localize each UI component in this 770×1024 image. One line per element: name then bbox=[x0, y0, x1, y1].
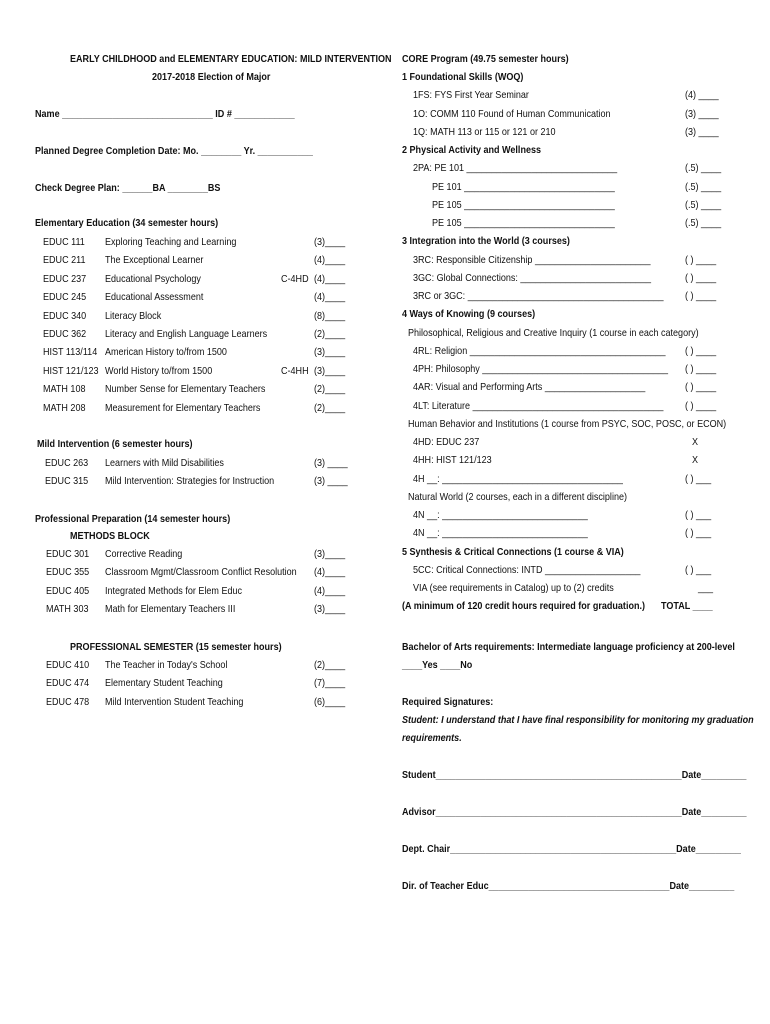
core-line: 4 Ways of Knowing (9 courses) bbox=[402, 308, 536, 321]
elementary-course-title: Literacy and English Language Learners bbox=[105, 328, 268, 340]
core-line: 4N __: _____________________________ bbox=[413, 509, 588, 521]
elementary-course-title: Literacy Block bbox=[105, 309, 162, 322]
elementary-course-code: EDUC 340 bbox=[43, 309, 87, 322]
core-line: 5 Synthesis & Critical Connections (1 course & VIA) bbox=[402, 545, 624, 558]
core-credit-field[interactable]: (.5) ____ bbox=[685, 180, 722, 193]
core-line: 4AR: Visual and Performing Arts ____________________ bbox=[413, 381, 646, 394]
director-signature-line[interactable]: Dir. of Teacher Educ____________________________________Date_________ bbox=[402, 880, 735, 892]
core-credit-field[interactable]: (.5) ____ bbox=[685, 198, 722, 211]
semester-course-title: Elementary Student Teaching bbox=[105, 677, 223, 690]
elementary-credit-field[interactable]: (3)____ bbox=[314, 346, 346, 359]
core-credit-field[interactable]: X bbox=[692, 436, 699, 448]
core-line: PE 105 ______________________________ bbox=[432, 217, 615, 229]
elementary-course-code: HIST 121/123 bbox=[43, 364, 99, 377]
mild-course-title: Learners with Mild Disabilities bbox=[105, 457, 224, 469]
core-line: 3GC: Global Connections: __________________________ bbox=[413, 271, 651, 284]
mild-course-code: EDUC 263 bbox=[45, 457, 89, 469]
core-credit-field[interactable]: ( ) ____ bbox=[685, 363, 717, 375]
elementary-course-title: American History to/from 1500 bbox=[105, 346, 227, 359]
semester-credit-field[interactable]: (7)____ bbox=[314, 677, 346, 690]
core-credit-field[interactable]: (3) ____ bbox=[685, 125, 719, 138]
core-line: 4H __: ____________________________________ bbox=[413, 472, 623, 485]
core-credit-field[interactable]: ( ) ___ bbox=[685, 509, 712, 521]
elementary-course-code: HIST 113/114 bbox=[43, 346, 98, 359]
elementary-course-title: The Exceptional Learner bbox=[105, 254, 204, 267]
core-credit-field[interactable]: ( ) ____ bbox=[685, 253, 717, 266]
methods-course-title: Integrated Methods for Elem Educ bbox=[105, 584, 243, 597]
methods-course-code: EDUC 405 bbox=[46, 584, 90, 597]
core-credit-field[interactable]: ( ) ___ bbox=[685, 527, 712, 540]
core-line: 4PH: Philosophy _____________________________________ bbox=[413, 363, 669, 375]
elementary-credit-field[interactable]: (3)____ bbox=[314, 364, 346, 377]
methods-block-heading: METHODS BLOCK bbox=[70, 530, 150, 542]
elementary-course-title: Educational Assessment bbox=[105, 291, 204, 304]
student-statement-cont: requirements. bbox=[402, 732, 462, 744]
elementary-course-title: Number Sense for Elementary Teachers bbox=[105, 383, 266, 396]
core-line: 4HD: EDUC 237 bbox=[413, 436, 480, 448]
methods-course-code: EDUC 301 bbox=[46, 548, 90, 560]
core-line: 3 Integration into the World (3 courses) bbox=[402, 235, 570, 248]
elementary-course-code: MATH 208 bbox=[43, 401, 86, 414]
semester-course-code: EDUC 474 bbox=[46, 677, 90, 690]
core-line: 2PA: PE 101 ______________________________ bbox=[413, 162, 618, 175]
core-credit-field[interactable]: ( ) ____ bbox=[685, 290, 717, 302]
core-credit-field[interactable]: ( ) ___ bbox=[685, 563, 712, 576]
elementary-course-code: EDUC 362 bbox=[43, 328, 87, 340]
core-line: 5CC: Critical Connections: INTD ___________________ bbox=[413, 563, 641, 576]
elementary-credit-field[interactable]: (4)____ bbox=[314, 272, 346, 285]
core-line: Philosophical, Religious and Creative Inquiry (1 course in each category) bbox=[408, 326, 699, 339]
core-line: PE 101 ______________________________ bbox=[432, 180, 615, 193]
methods-course-title: Math for Elementary Teachers III bbox=[105, 603, 236, 616]
elementary-course-code: EDUC 111 bbox=[43, 236, 85, 248]
core-credit-field[interactable]: X bbox=[692, 454, 699, 467]
semester-credit-field[interactable]: (6)____ bbox=[314, 695, 346, 708]
core-credit-field[interactable]: ( ) ___ bbox=[685, 472, 712, 485]
elementary-credit-field[interactable]: (2)____ bbox=[314, 383, 346, 396]
elementary-course-code: EDUC 245 bbox=[43, 291, 87, 304]
elementary-credit-field[interactable]: (8)____ bbox=[314, 309, 346, 322]
core-line: 4HH: HIST 121/123 bbox=[413, 454, 492, 467]
elementary-credit-field[interactable]: (3)____ bbox=[314, 236, 346, 248]
elementary-course-title: Exploring Teaching and Learning bbox=[105, 236, 237, 248]
methods-course-code: MATH 303 bbox=[46, 603, 89, 616]
core-line: 4LT: Literature ______________________________________ bbox=[413, 399, 664, 412]
mild-heading: Mild Intervention (6 semester hours) bbox=[37, 438, 193, 450]
core-line: 2 Physical Activity and Wellness bbox=[402, 144, 542, 156]
completion-date-field[interactable]: Planned Degree Completion Date: Mo. ________ Yr. ___________ bbox=[35, 145, 313, 157]
elementary-core-tag: C-4HH bbox=[281, 364, 309, 377]
core-credit-field[interactable]: ( ) ____ bbox=[685, 399, 717, 412]
semester-heading: PROFESSIONAL SEMESTER (15 semester hours) bbox=[70, 641, 282, 653]
elementary-course-code: EDUC 237 bbox=[43, 272, 87, 285]
core-line: VIA (see requirements in Catalog) up to (2) credits bbox=[413, 582, 614, 594]
degree-plan-field[interactable]: Check Degree Plan: ______BA ________BS bbox=[35, 182, 221, 194]
mild-course-code: EDUC 315 bbox=[45, 475, 89, 488]
methods-credit-field[interactable]: (3)____ bbox=[314, 603, 346, 616]
core-line: Human Behavior and Institutions (1 course from PSYC, SOC, POSC, or ECON) bbox=[408, 417, 727, 430]
chair-signature-line[interactable]: Dept. Chair_____________________________________________Date_________ bbox=[402, 843, 741, 855]
core-credit-field[interactable]: ( ) ____ bbox=[685, 381, 717, 394]
core-line: 1 Foundational Skills (WOQ) bbox=[402, 71, 524, 83]
mild-course-title: Mild Intervention: Strategies for Instruction bbox=[105, 475, 275, 488]
advisor-signature-line[interactable]: Advisor_________________________________________________Date_________ bbox=[402, 806, 747, 818]
elementary-course-title: Measurement for Elementary Teachers bbox=[105, 401, 261, 414]
core-line: (A minimum of 120 credit hours required for graduation.) bbox=[402, 600, 646, 613]
core-line: 1O: COMM 110 Found of Human Communication bbox=[413, 107, 611, 120]
elementary-course-title: Educational Psychology bbox=[105, 272, 201, 285]
elementary-credit-field[interactable]: (4)____ bbox=[314, 291, 346, 304]
elementary-heading: Elementary Education (34 semester hours) bbox=[35, 217, 219, 229]
signatures-heading: Required Signatures: bbox=[402, 696, 494, 708]
core-line: 3RC: Responsible Citizenship _______________________ bbox=[413, 253, 651, 266]
mild-credit-field[interactable]: (3) ____ bbox=[314, 457, 348, 469]
core-line: 1Q: MATH 113 or 115 or 121 or 210 bbox=[413, 125, 556, 138]
methods-credit-field[interactable]: (4)____ bbox=[314, 566, 346, 579]
elementary-course-code: EDUC 211 bbox=[43, 254, 86, 267]
student-statement: Student: I understand that I have final responsibility for monitoring my graduation bbox=[402, 714, 754, 726]
semester-credit-field[interactable]: (2)____ bbox=[314, 659, 346, 671]
core-line: 3RC or 3GC: _______________________________________ bbox=[413, 290, 664, 302]
core-credit-field[interactable]: (.5) ____ bbox=[685, 217, 722, 229]
core-credit-field[interactable]: (4) ____ bbox=[685, 89, 719, 102]
elementary-credit-field[interactable]: (4)____ bbox=[314, 254, 346, 267]
elementary-credit-field[interactable]: (2)____ bbox=[314, 328, 346, 340]
elementary-core-tag: C-4HD bbox=[281, 272, 309, 285]
mild-credit-field[interactable]: (3) ____ bbox=[314, 475, 348, 488]
semester-course-code: EDUC 478 bbox=[46, 695, 90, 708]
core-credit-field[interactable]: (3) ____ bbox=[685, 107, 719, 120]
form-title: EARLY CHILDHOOD and ELEMENTARY EDUCATION: MILD INTERVENTION bbox=[70, 53, 392, 65]
core-line: 4RL: Religion _______________________________________ bbox=[413, 344, 666, 357]
elementary-credit-field[interactable]: (2)____ bbox=[314, 401, 346, 414]
professional-heading: Professional Preparation (14 semester hours) bbox=[35, 513, 231, 525]
elementary-course-title: World History to/from 1500 bbox=[105, 364, 213, 377]
methods-credit-field[interactable]: (3)____ bbox=[314, 548, 346, 560]
semester-course-code: EDUC 410 bbox=[46, 659, 90, 671]
semester-course-title: Mild Intervention Student Teaching bbox=[105, 695, 244, 708]
core-line: Natural World (2 courses, each in a different discipline) bbox=[408, 490, 628, 503]
methods-course-title: Corrective Reading bbox=[105, 548, 183, 560]
student-signature-line[interactable]: Student_________________________________________________Date_________ bbox=[402, 769, 747, 781]
core-heading: CORE Program (49.75 semester hours) bbox=[402, 53, 569, 65]
ba-yes-no-field[interactable]: ____Yes ____No bbox=[402, 659, 473, 671]
elementary-course-code: MATH 108 bbox=[43, 383, 86, 396]
form-subtitle: 2017-2018 Election of Major bbox=[152, 71, 271, 83]
core-credit-field[interactable]: ( ) ____ bbox=[685, 344, 717, 357]
methods-course-code: EDUC 355 bbox=[46, 566, 90, 579]
core-credit-field[interactable]: ( ) ____ bbox=[685, 271, 717, 284]
core-credit-field[interactable]: (.5) ____ bbox=[685, 162, 722, 175]
core-line: 1FS: FYS First Year Seminar bbox=[413, 89, 529, 102]
ba-requirement: Bachelor of Arts requirements: Intermediate language proficiency at 200-level bbox=[402, 641, 735, 653]
semester-course-title: The Teacher in Today's School bbox=[105, 659, 228, 671]
core-credit-field[interactable]: ___ bbox=[698, 582, 714, 594]
methods-course-title: Classroom Mgmt/Classroom Conflict Resolution bbox=[105, 566, 297, 579]
core-credit-field[interactable]: TOTAL ____ bbox=[661, 600, 713, 613]
core-line: 4N __: _____________________________ bbox=[413, 527, 588, 540]
core-line: PE 105 ______________________________ bbox=[432, 198, 615, 211]
methods-credit-field[interactable]: (4)____ bbox=[314, 584, 346, 597]
name-id-field[interactable]: Name ______________________________ ID # ____________ bbox=[35, 108, 295, 120]
